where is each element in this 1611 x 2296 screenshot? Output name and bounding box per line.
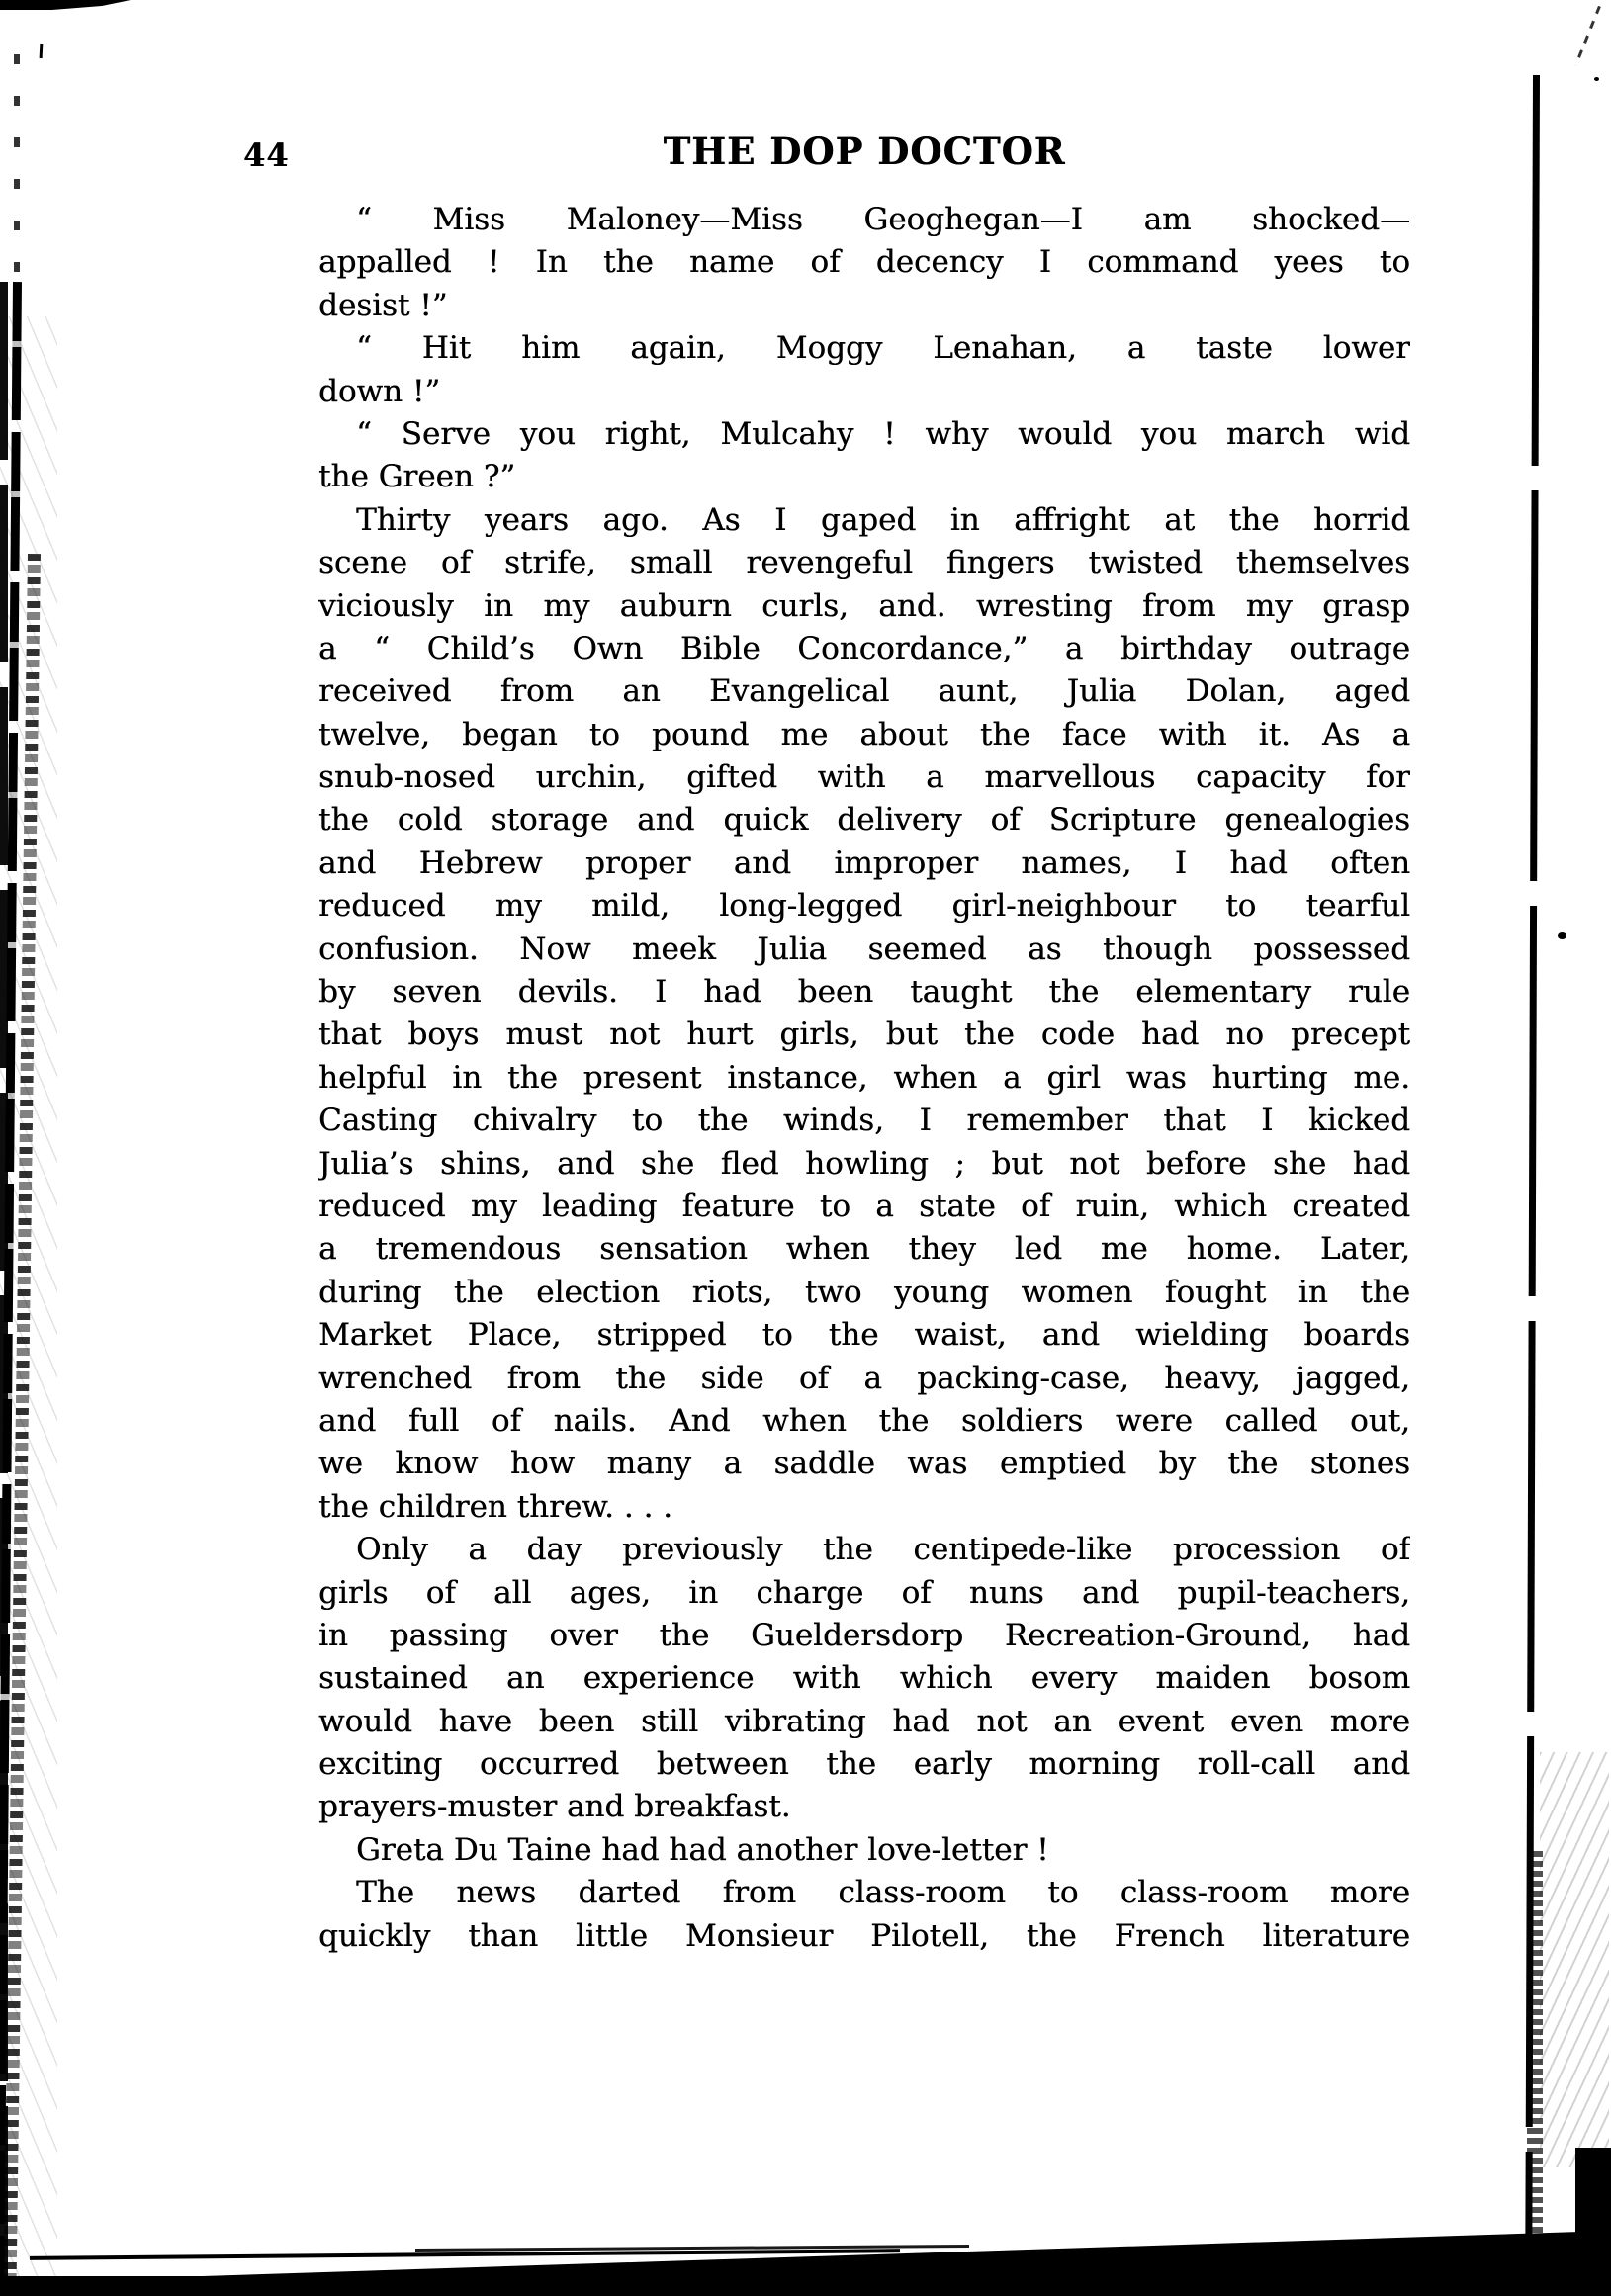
text-line: Thirty years ago. As I gaped in affright at the horrid [356,501,1410,538]
scan-artifact-right-edge-line [1525,75,1540,2278]
text-line: wrenched from the side of a packing-case, heavy, jagged, [318,1360,1410,1396]
scan-artifact-bottom-right-speckle [1540,1752,1609,2167]
text-line: “ Serve you right, Mulcahy ! why would you march wid [356,415,1410,452]
text-line: prayers-muster and breakfast. [318,1789,791,1825]
text-line: viciously in my auburn curls, and. wresting from my grasp [318,587,1410,624]
text-line: desist !” [318,287,448,323]
scan-artifact-bottom-streak [30,2249,900,2260]
scan-artifact-right-edge-lower [1527,1851,1543,2276]
scan-artifact-left-edge-line [0,282,22,2278]
text-line: that boys must not hurt girls, but the code had no precept [318,1016,1410,1053]
text-line: helpful in the present instance, when a girl was hurting me. [318,1059,1410,1096]
text-line: during the election riots, two young women fought in the [318,1274,1410,1310]
text-line: girls of all ages, in charge of nuns and pupil-teachers, [318,1574,1410,1611]
paragraph [318,413,1410,499]
text-line: reduced my leading feature to a state of ruin, which created [318,1188,1410,1224]
text-line: twelve, began to pound me about the face with it. As a [318,716,1410,752]
paragraph [318,199,1410,327]
text-line: down !” [318,373,441,409]
text-line: the Green ?” [318,459,516,495]
text-line: Greta Du Taine had had another love-letter ! [356,1831,1049,1868]
text-line: appalled ! In the name of decency I command yees to [318,244,1410,281]
text-line: and full of nails. And when the soldiers were called out, [318,1402,1410,1439]
text-line: “ Hit him again, Moggy Lenahan, a taste lower [356,330,1410,367]
text-line: Market Place, stripped to the waist, and wielding boards [318,1317,1410,1354]
scan-artifact-bottom-streak-2 [415,2245,969,2252]
text-line: we know how many a saddle was emptied by the stones [318,1446,1410,1482]
scan-artifact-top-right-dashes [1574,6,1601,65]
page-number: 44 [243,136,290,174]
text-line: Only a day previously the centipede-like procession of [356,1532,1410,1568]
paragraph [318,1829,1410,1872]
text-line: quickly than little Monsieur Pilotell, the French literature [318,1917,1410,1954]
text-line: confusion. Now meek Julia seemed as though possessed [318,930,1410,967]
text-line: reduced my mild, long-legged girl-neighbour to tearful [318,888,1410,925]
text-line: the cold storage and quick delivery of Scripture genealogies [318,802,1410,839]
text-line: a tremendous sensation when they led me home. Later, [318,1231,1410,1268]
text-line: scene of strife, small revengeful fingers twisted themselves [318,545,1410,581]
scan-artifact-left-edge-line-2 [4,554,41,2280]
text-line: in passing over the Gueldersdorp Recreation-Ground, had [318,1617,1410,1653]
text-line: Julia’s shins, and she fled howling ; but not before she had [318,1145,1410,1182]
text-line: The news darted from class-room to class-room more [356,1875,1410,1911]
text-line: a “ Child’s Own Bible Concordance,” a birthday outrage [318,630,1410,666]
scan-artifact-top-right-dot [1594,77,1599,81]
running-head-title: THE DOP DOCTOR [663,130,1066,173]
text-line: would have been still vibrating had not an event even more [318,1703,1410,1739]
text-line: snub-nosed urchin, gifted with a marvellous capacity for [318,759,1410,796]
text-line: and Hebrew proper and improper names, I had often [318,844,1410,881]
text-line: “ Miss Maloney—Miss Geoghegan—I am shocked— [356,202,1410,237]
scan-artifact-left-edge-sparse [14,54,20,282]
text-line: by seven devils. I had been taught the elementary rule [318,974,1410,1011]
scan-artifact-bottom-wedge [79,2231,1611,2280]
paragraph [318,327,1410,413]
text-line: Casting chivalry to the winds, I remember that I kicked [318,1103,1410,1139]
paragraph [318,499,1410,1529]
scan-artifact-bottom-band [0,2276,1611,2296]
scan-artifact-speck [1558,932,1566,939]
scan-artifact-top-left-blob [0,0,131,10]
scan-artifact-left-tick [40,44,44,58]
paragraph [318,1529,1410,1829]
scan-artifact-left-edge-speckle [0,316,57,2276]
text-block [318,199,1410,1958]
paragraph [318,1872,1410,1958]
text-line: exciting occurred between the early morning roll-call and [318,1746,1410,1783]
text-line: sustained an experience with which every maiden bosom [318,1660,1410,1697]
scan-artifact-bottom-right-blob [1575,2148,1611,2296]
scan-artifact-far-left-bar [0,282,8,2296]
text-line: the children threw. . . . [318,1488,673,1525]
text-line: received from an Evangelical aunt, Julia Dolan, aged [318,673,1410,710]
